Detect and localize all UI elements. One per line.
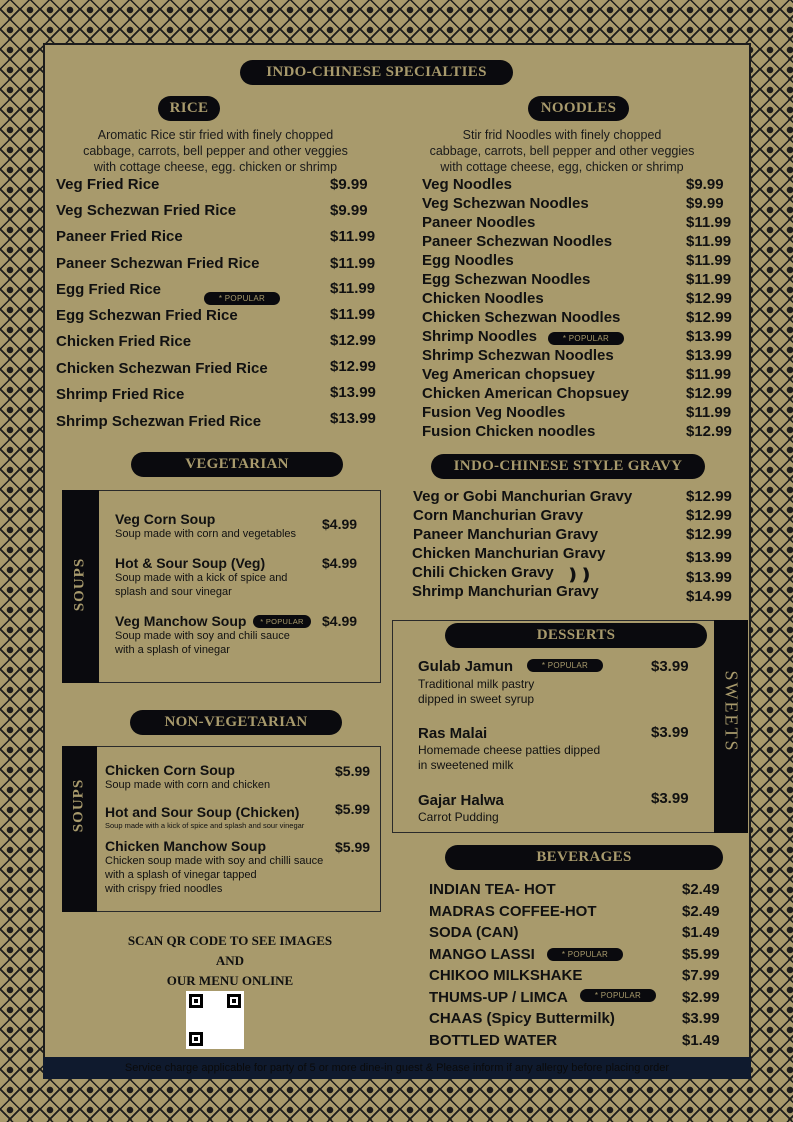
noodle-item-price: $11.99 <box>686 214 732 231</box>
soup-desc: Soup made with corn and vegetables <box>115 528 297 540</box>
soup-name: Veg Corn Soup <box>115 511 216 527</box>
noodles-heading: NOODLES <box>528 96 629 121</box>
beverage-name: MANGO LASSI <box>429 946 535 963</box>
soup-price: $4.99 <box>322 555 358 571</box>
soup-name: Chicken Manchow Soup <box>105 838 267 854</box>
dessert-desc-line: dipped in sweet syrup <box>418 692 535 706</box>
popular-badge: * POPULAR <box>527 659 603 672</box>
rice-heading: RICE <box>158 96 220 121</box>
soup-desc-line: with a splash of vinegar <box>115 644 230 656</box>
noodles-desc-line: Stir frid Noodles with finely chopped <box>462 128 662 142</box>
rice-item-price: $13.99 <box>330 384 376 401</box>
spicy-icon: ❫❫ <box>566 567 593 584</box>
noodle-item-price: $12.99 <box>686 385 732 402</box>
rice-item-price: $13.99 <box>330 410 376 427</box>
soup-desc-line: Soup made with a kick of spice and <box>115 572 288 584</box>
noodle-item-name: Chicken American Chopsuey <box>422 385 630 402</box>
beverage-price: $3.99 <box>682 1010 720 1027</box>
rice-item-price: $11.99 <box>330 228 376 245</box>
soup-price: $5.99 <box>335 839 371 855</box>
noodles-desc-line: cabbage, carrots, bell pepper and other veggies <box>429 144 695 158</box>
dessert-name: Ras Malai <box>418 725 488 742</box>
popular-badge: * POPULAR <box>547 948 623 961</box>
scan-line: AND <box>215 953 245 968</box>
rice-item-price: $9.99 <box>330 176 368 193</box>
beverage-price: $2.99 <box>682 989 720 1006</box>
footer-notice: Service charge applicable for party of 5 or more dine-in guest & Please inform if any allergy before placing order <box>43 1057 751 1079</box>
sweets-label: SWEETS <box>721 670 742 753</box>
noodle-item-name: Chicken Noodles <box>422 290 544 307</box>
rice-item-name: Egg Fried Rice <box>56 281 162 298</box>
soup-desc <box>115 571 287 599</box>
gravy-item-name: Corn Manchurian Gravy <box>413 507 584 524</box>
beverage-name: BOTTLED WATER <box>429 1032 558 1049</box>
dessert-desc <box>418 677 534 707</box>
desserts-heading: DESSERTS <box>445 623 707 648</box>
rice-desc-line: Aromatic Rice stir fried with finely chopped <box>97 128 334 142</box>
beverage-name: CHAAS (Spicy Buttermilk) <box>429 1010 615 1027</box>
rice-desc-line: cabbage, carrots, bell pepper and other veggies <box>83 144 348 158</box>
soup-desc-line: with a splash of vinegar tapped <box>105 869 257 881</box>
noodle-item-price: $12.99 <box>686 290 732 307</box>
qr-corner <box>227 994 241 1008</box>
popular-badge: * POPULAR <box>548 332 624 345</box>
noodle-item-price: $11.99 <box>686 271 732 288</box>
noodle-item-name: Egg Noodles <box>422 252 514 269</box>
rice-item-name: Chicken Schezwan Fried Rice <box>56 360 268 377</box>
soup-name: Hot and Sour Soup (Chicken) <box>105 804 300 820</box>
dessert-desc-line: in sweetened milk <box>418 758 514 772</box>
beverage-price: $1.49 <box>682 1032 720 1049</box>
noodle-item-name: Egg Schezwan Noodles <box>422 271 591 288</box>
dessert-desc <box>418 743 600 773</box>
noodle-item-price: $11.99 <box>686 233 732 250</box>
noodle-item-name: Chicken Schezwan Noodles <box>422 309 621 326</box>
noodle-item-price: $9.99 <box>686 195 724 212</box>
noodle-item-name: Paneer Schezwan Noodles <box>422 233 613 250</box>
rice-item-name: Veg Fried Rice <box>56 176 160 193</box>
beverage-name: INDIAN TEA- HOT <box>429 881 556 898</box>
dessert-desc-line: Traditional milk pastry <box>418 677 535 691</box>
dessert-desc: Carrot Pudding <box>418 810 499 824</box>
gravy-item-name: Chili Chicken Gravy <box>412 564 554 581</box>
rice-item-name: Egg Schezwan Fried Rice <box>56 307 238 324</box>
gravy-item-name: Paneer Manchurian Gravy <box>413 526 599 543</box>
rice-desc-line: with cottage cheese, egg. chicken or shrimp <box>93 160 338 174</box>
dessert-desc-line: Homemade cheese patties dipped <box>418 743 601 757</box>
vegetarian-heading: VEGETARIAN <box>131 452 343 477</box>
beverage-price: $7.99 <box>682 967 720 984</box>
noodle-item-name: Veg Schezwan Noodles <box>422 195 589 212</box>
soup-desc: Soup made with corn and chicken <box>105 779 271 791</box>
page-title: INDO-CHINESE SPECIALTIES <box>240 60 513 85</box>
beverage-price: $5.99 <box>682 946 720 963</box>
gravy-item-price: $13.99 <box>686 549 732 566</box>
noodle-item-name: Veg Noodles <box>422 176 513 193</box>
scan-line: SCAN QR CODE TO SEE IMAGES <box>127 933 333 948</box>
beverage-name: MADRAS COFFEE-HOT <box>429 903 597 920</box>
popular-badge: * POPULAR <box>204 292 280 305</box>
noodles-desc-line: with cottage cheese, egg, chicken or shrimp <box>440 160 684 174</box>
gravy-item-price: $12.99 <box>686 488 732 505</box>
qr-corner <box>189 1032 203 1046</box>
noodle-item-price: $11.99 <box>686 366 732 383</box>
beverage-price: $2.49 <box>682 903 720 920</box>
noodle-item-price: $12.99 <box>686 309 732 326</box>
noodle-item-price: $9.99 <box>686 176 724 193</box>
soup-desc-line: Chicken soup made with soy and chilli sauce <box>105 855 324 867</box>
rice-item-price: $12.99 <box>330 332 376 349</box>
soup-price: $5.99 <box>335 763 371 779</box>
popular-badge: * POPULAR <box>253 615 311 628</box>
beverages-heading: BEVERAGES <box>445 845 723 870</box>
soup-name: Hot & Sour Soup (Veg) <box>115 555 266 571</box>
rice-item-name: Shrimp Fried Rice <box>56 386 185 403</box>
noodle-item-price: $13.99 <box>686 347 732 364</box>
gravy-item-name: Shrimp Manchurian Gravy <box>412 583 599 600</box>
soup-price: $4.99 <box>322 613 358 629</box>
noodle-item-name: Veg American chopsuey <box>422 366 595 383</box>
noodle-item-price: $13.99 <box>686 328 732 345</box>
soup-desc <box>105 854 323 896</box>
soup-desc <box>115 629 290 657</box>
soup-name: Chicken Corn Soup <box>105 762 235 778</box>
soup-desc-line: with crispy fried noodles <box>105 883 223 895</box>
rice-item-price: $11.99 <box>330 280 376 297</box>
nonveg-heading: NON-VEGETARIAN <box>130 710 342 735</box>
dessert-price: $3.99 <box>651 724 689 741</box>
veg-soups-label: SOUPS <box>71 557 88 612</box>
soup-desc: Soup made with a kick of spice and splash and sour vinegar <box>105 821 305 830</box>
rice-item-price: $9.99 <box>330 202 368 219</box>
gravy-item-price: $12.99 <box>686 507 732 524</box>
gravy-heading: INDO-CHINESE STYLE GRAVY <box>431 454 705 479</box>
qr-code[interactable] <box>186 991 244 1049</box>
dessert-name: Gulab Jamun <box>418 658 514 675</box>
rice-description <box>48 127 383 175</box>
noodle-item-name: Fusion Veg Noodles <box>422 404 566 421</box>
beverage-price: $1.49 <box>682 924 720 941</box>
noodles-description <box>412 127 712 175</box>
noodle-item-name: Fusion Chicken noodles <box>422 423 596 440</box>
noodle-item-price: $12.99 <box>686 423 732 440</box>
dessert-name: Gajar Halwa <box>418 792 504 809</box>
noodle-item-name: Shrimp Noodles <box>422 328 538 345</box>
qr-corner <box>189 994 203 1008</box>
soup-name: Veg Manchow Soup <box>115 613 247 629</box>
soup-desc-line: Soup made with soy and chili sauce <box>115 630 290 642</box>
rice-item-price: $11.99 <box>330 306 376 323</box>
rice-item-price: $12.99 <box>330 358 376 375</box>
soup-price: $4.99 <box>322 516 358 532</box>
gravy-item-name: Veg or Gobi Manchurian Gravy <box>413 488 633 505</box>
gravy-item-price: $13.99 <box>686 569 732 586</box>
rice-item-name: Paneer Fried Rice <box>56 228 183 245</box>
rice-item-name: Shrimp Schezwan Fried Rice <box>56 413 262 430</box>
noodle-item-price: $11.99 <box>686 404 732 421</box>
beverage-name: CHIKOO MILKSHAKE <box>429 967 583 984</box>
rice-item-name: Veg Schezwan Fried Rice <box>56 202 237 219</box>
soup-price: $5.99 <box>335 801 371 817</box>
soup-desc-line: splash and sour vinegar <box>115 586 232 598</box>
beverage-price: $2.49 <box>682 881 720 898</box>
noodle-item-price: $11.99 <box>686 252 732 269</box>
rice-item-price: $11.99 <box>330 255 376 272</box>
nonveg-soups-label: SOUPS <box>70 778 87 833</box>
rice-item-name: Chicken Fried Rice <box>56 333 192 350</box>
rice-item-name: Paneer Schezwan Fried Rice <box>56 255 260 272</box>
dessert-price: $3.99 <box>651 790 689 807</box>
gravy-item-price: $14.99 <box>686 588 732 605</box>
scan-qr-text <box>90 931 370 991</box>
dessert-price: $3.99 <box>651 658 689 675</box>
gravy-item-price: $12.99 <box>686 526 732 543</box>
beverage-name: THUMS-UP / LIMCA <box>429 989 568 1006</box>
popular-badge: * POPULAR <box>580 989 656 1002</box>
scan-line: OUR MENU ONLINE <box>166 973 294 988</box>
noodle-item-name: Shrimp Schezwan Noodles <box>422 347 614 364</box>
noodle-item-name: Paneer Noodles <box>422 214 536 231</box>
beverage-name: SODA (CAN) <box>429 924 519 941</box>
gravy-item-name: Chicken Manchurian Gravy <box>412 545 606 562</box>
